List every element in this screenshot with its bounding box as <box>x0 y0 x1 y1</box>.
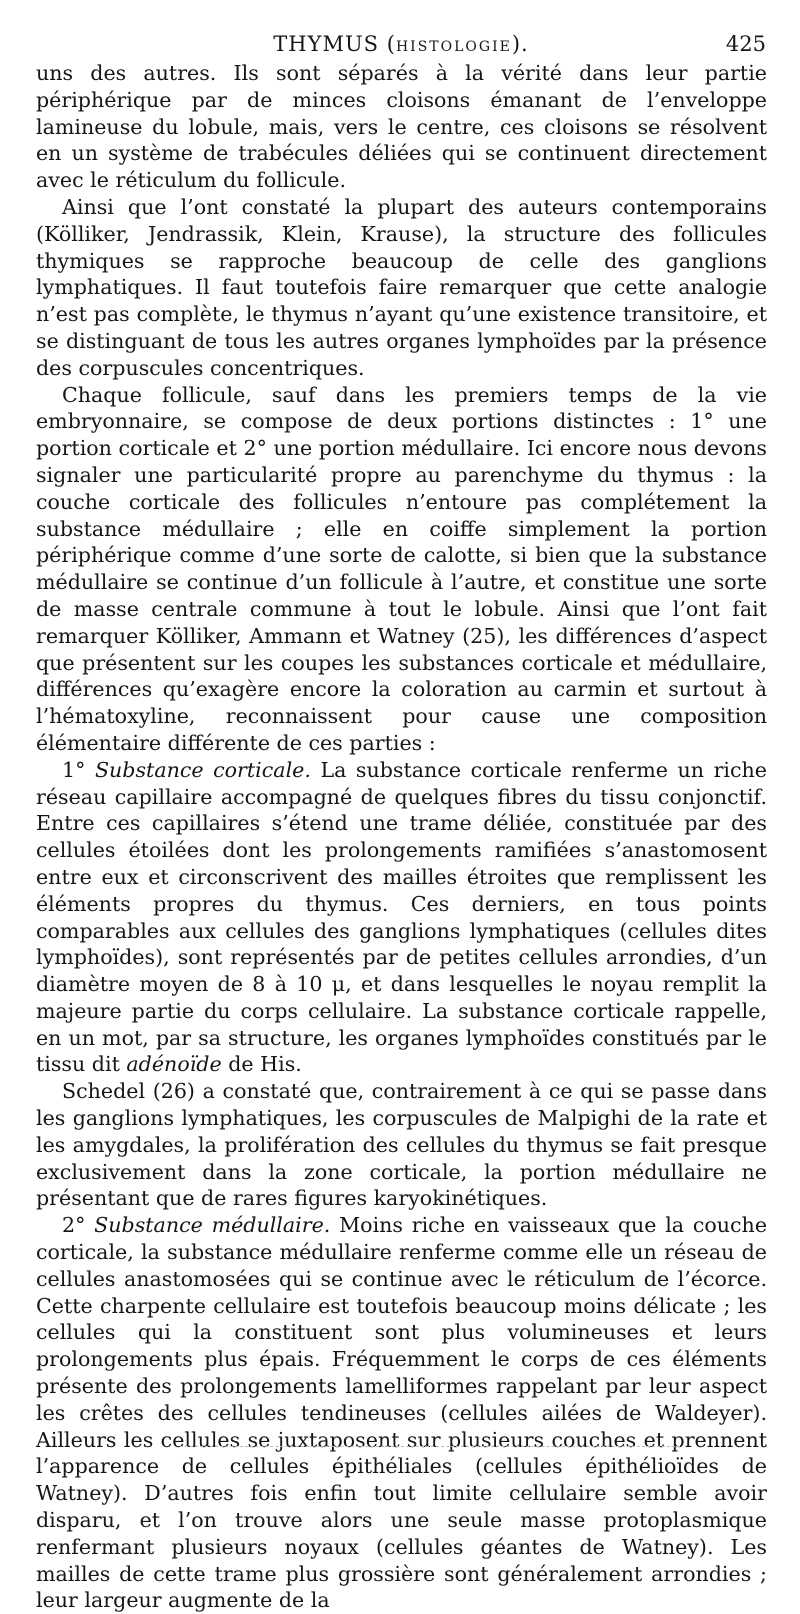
paragraph-continuation <box>36 60 767 194</box>
header-title: THYMUS <box>273 32 380 56</box>
paragraph-tail: de His. <box>228 1052 302 1077</box>
paragraph-text: Moins riche en vaisseaux que la couche corticale, la substance médullaire renferme comme elle un réseau de cellules anastomosées qui se continue avec le réticulum de l’écorce. Cette charpente cellulaire est toutefois beaucoup moins délicate ; les cellules qui la constituent sont plus volumineuses et leurs prolongements plus épais. Fréquemment le corps de ces éléments présente des prolongements lamelliformes rappelant par leur aspect les crêtes des cellules tendineuses (cellules ailées de Waldeyer). Ailleurs les cellules se juxtaposent sur plusieurs couches et prennent l’apparence de cellules épithéliales (cellules épithélioïdes de Watney). D’autres fois enfin tout limite cellulaire semble avoir disparu, et l’on trouve alors une seule masse protoplasmique renfermant plusieurs noyaux (cellules géantes de Watney). Les mailles de cette trame plus grossière sont généralement arrondies ; leur largeur augmente de la <box>36 1213 768 1613</box>
header-title-line <box>36 32 766 56</box>
header-subtitle: HISTOLOGIE <box>395 39 512 55</box>
paragraph-text: Schedel (26) a constaté que, contrairement à ce qui se passe dans les ganglions lymphatiques, les corpuscules de Malpighi de la rate et les amygdales, la prolifération des cellules du thymus se fait presque exclusivement dans la zone corticale, la portion médullaire ne présentant que de rares figures karyokinétiques. <box>36 1079 767 1211</box>
paragraph-schedel <box>36 1078 767 1212</box>
paragraph-text: Chaque follicule, sauf dans les premiers temps de la vie embryonnaire, se compose de deux portions distinctes : 1° une portion corticale et 2° une portion médullaire. Ici encore nous devons signaler une particularité propre au parenchyme du thymus : la couche corticale des follicules n’entoure pas complétement la substance médullaire ; elle en coiffe simplement la portion périphérique comme d’une sorte de calotte, si bien que la substance médullaire se continue d’un follicule à l’autre, et constitue une sorte de masse centrale commune à tout le lobule. Ainsi que l’ont fait remarquer Kölliker, Ammann et Watney (25), les différences d’aspect que présentent sur les coupes les substances corticale et médullaire, différences qu’exagère encore la coloration au carmin et surtout à l’hématoxyline, reconnaissent pour cause une composition élémentaire différente de ces parties : <box>36 382 767 755</box>
paragraph-text: Ainsi que l’ont constaté la plupart des auteurs contemporains (Kölliker, Jendrassik, Klein, Krause), la structure des follicules thymiques se rapproche beaucoup de celle des ganglions lymphatiques. Il faut toutefois faire remarquer que cette analogie n’est pas complète, le thymus n’ayant qu’une existence transitoire, et se distinguant de tous les autres organes lymphoïdes par la présence des corpuscules concentriques. <box>36 194 767 380</box>
header-subtitle-wrap: (HISTOLOGIE). <box>386 32 529 56</box>
section-number: 1° <box>62 757 86 782</box>
emphasis-term: adénoïde <box>126 1052 222 1077</box>
section-heading: Substance corticale. <box>94 757 311 782</box>
paragraph-medullary <box>36 1212 767 1614</box>
section-number: 2° <box>62 1213 86 1238</box>
paragraph-text: La substance corticale renferme un riche réseau capillaire accompagné de quelques fibres du tissu conjonctif. Entre ces capillaires s’étend une trame déliée, constituée par des cellules étoilées dont les prolongements ramifiées s’anastomosent entre eux et circonscrivent des mailles étroites que remplissent les éléments propres du thymus. Ces derniers, en tous points comparables aux cellules des ganglions lymphatiques (cellules dites lymphoïdes), sont représentés par de petites cellules arrondies, d’un diamètre moyen de 8 à 10 μ, et dans lesquelles le noyau remplit la majeure partie du corps cellulaire. La substance corticale rappelle, en un mot, par sa structure, les organes lymphoïdes constitués par le tissu dit <box>36 757 767 1077</box>
footer-rule <box>180 1446 680 1447</box>
running-header <box>36 32 766 62</box>
section-heading: Substance médullaire. <box>94 1213 331 1238</box>
paragraph-cortical <box>36 757 767 1079</box>
paragraph-analogy <box>36 194 767 382</box>
page-number: 425 <box>725 32 766 56</box>
body-text <box>36 60 767 1614</box>
paragraph-text: uns des autres. Ils sont séparés à la vérité dans leur partie périphérique par de minces cloisons émanant de l’enveloppe lamineuse du lobule, mais, vers le centre, ces cloisons se résolvent en un système de trabécules déliées qui se continuent directement avec le réticulum du follicule. <box>36 61 767 193</box>
paragraph-follicle <box>36 382 767 757</box>
